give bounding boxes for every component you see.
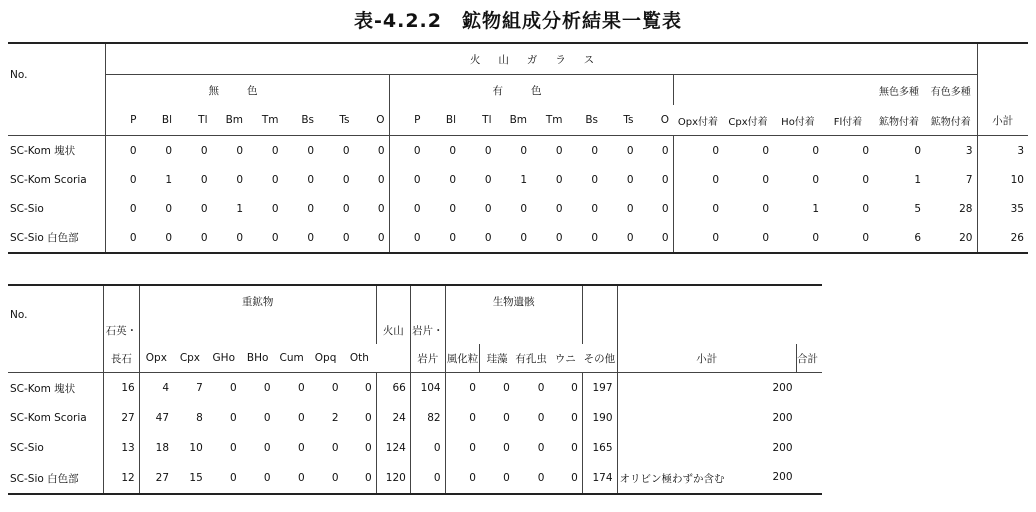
cell-value: 0 [263,412,271,424]
sample-name: SC-Kom 塊状 [10,382,76,395]
total-value: 200 [772,442,793,454]
col-header: 鉱物付着 [873,105,925,136]
total-value: 200 [772,412,793,424]
cell-value: 0 [862,202,869,215]
cell-value: 4 [139,373,173,404]
total-header: 合計 [797,344,823,373]
multi-colorless-header: 無色多種 [879,86,919,98]
rock-header-1: 岩片・ [410,316,445,344]
col-header: Opq [309,344,343,373]
cell-value: 47 [139,403,173,433]
cell-value: 24 [376,403,410,433]
total-value: 200 [772,470,793,483]
glass-header: 火山ガラス [105,43,977,75]
no-header-2: No. [10,309,28,321]
heavy-mineral-header: 重鉱物 [139,285,376,316]
cell-value: 7 [196,382,203,394]
cell-value: 190 [582,403,617,433]
cell-value: 27 [103,403,139,433]
cell-value: 2 [331,412,339,424]
volc-header-1: 火山 [376,316,410,344]
cell-value: 0 [105,165,141,194]
cell-value: 0 [555,202,563,215]
cell-value: 0 [862,231,869,244]
cell-value: 26 [977,223,1028,253]
cell-value: 0 [673,136,723,166]
cell-value: 20 [959,231,973,244]
cell-value: 0 [230,382,237,394]
note-total-cell [617,403,797,433]
cell-value: 0 [200,144,208,157]
cell-value: 10 [977,165,1028,194]
cell-value: 3 [965,144,973,157]
quartz-header-2: 長石 [103,344,139,373]
cell-value: 0 [520,144,527,157]
col-header: O [638,105,674,136]
cell-value: 1 [520,173,527,186]
cell-value: 0 [105,194,141,223]
table-row [8,194,1028,223]
cell-value: 0 [389,165,425,194]
cell-value: 0 [236,144,243,157]
no-header: No. [10,68,28,81]
col-header: Fl付着 [823,105,873,136]
cell-value: 0 [230,472,237,484]
col-header: 有孔虫 [514,344,549,373]
col-header: Bm [496,105,532,136]
cell-value: 0 [449,173,456,186]
cell-value: 0 [377,202,385,215]
cell-value: 3 [977,136,1028,166]
cell-value: 0 [297,412,305,424]
cell-value: 0 [364,442,372,454]
cell-value: 1 [812,202,819,215]
cell-value: 0 [571,412,578,424]
col-header: その他 [582,344,617,373]
cell-value: 165 [582,433,617,463]
cell-value: 0 [673,223,723,253]
col-header: Bm [212,105,248,136]
cell-value: 0 [165,202,172,215]
cell-value: 0 [449,231,456,244]
cell-value: 0 [263,442,271,454]
sample-name: SC-Sio [10,202,44,215]
cell-value: 18 [139,433,173,463]
cell-value: 0 [914,144,921,157]
cell-value: 0 [661,202,669,215]
cell-value: 0 [307,144,314,157]
cell-value: 0 [297,382,305,394]
multi-colored-header: 有色多種 [930,86,971,98]
cell-value: 82 [410,403,445,433]
cell-value: 0 [445,433,480,463]
cell-value: 7 [965,173,973,186]
cell-value: 0 [263,382,271,394]
cell-value: 0 [342,231,350,244]
cell-value: 0 [230,412,237,424]
cell-value: 0 [331,382,339,394]
cell-value: 0 [503,412,510,424]
cell-value: 0 [503,382,510,394]
cell-value: 0 [449,202,456,215]
cell-value: 0 [503,472,510,484]
cell-value: 0 [520,231,527,244]
cell-value: 0 [626,202,634,215]
cell-value: 0 [555,144,563,157]
col-header: GHo [207,344,241,373]
col-header: Ho付着 [773,105,823,136]
cell-value: 0 [862,144,869,157]
cell-value: 0 [105,223,141,253]
colored-header: 有色 [389,75,673,106]
note-text: オリビン極わずか含む [619,472,725,485]
cell-value: 0 [342,202,350,215]
cell-value: 0 [484,202,492,215]
cell-value: 0 [364,412,372,424]
cell-value: 0 [484,144,492,157]
cell-value: 1 [914,173,921,186]
cell-value: 27 [139,463,173,494]
cell-value: 0 [812,144,819,157]
table-row [8,433,822,463]
col-header: Tl [460,105,496,136]
rock-header-2: 風化粒 [445,344,480,373]
cell-value: 0 [271,231,279,244]
cell-value: 0 [537,472,545,484]
col-header: Tl [176,105,212,136]
cell-value: 12 [103,463,139,494]
col-header: Bs [283,105,319,136]
col-header: Cpx付着 [723,105,773,136]
cell-value: 0 [331,442,339,454]
cell-value: 0 [591,144,598,157]
total-value: 200 [772,382,793,394]
cell-value: 66 [376,373,410,404]
cell-value: 0 [236,173,243,186]
col-header: O [354,105,390,136]
cell-value: 0 [812,173,819,186]
cell-value: 0 [364,382,372,394]
cell-value: 0 [661,144,669,157]
cell-value: 0 [484,231,492,244]
oth-spacer [376,344,410,373]
cell-value: 16 [103,373,139,404]
cell-value: 0 [307,231,314,244]
col-header: P [389,105,425,136]
cell-value: 0 [449,144,456,157]
note-total-cell [617,373,797,404]
table-row [8,165,1028,194]
sample-name: SC-Sio [10,442,44,454]
cell-value: 0 [236,231,243,244]
cell-value: 6 [914,231,921,244]
cell-value: 0 [555,231,563,244]
cell-value: 0 [591,173,598,186]
cell-value: 0 [591,231,598,244]
cell-value: 174 [582,463,617,494]
cell-value: 0 [673,165,723,194]
cell-value: 0 [626,231,634,244]
col-header: Cum [275,344,309,373]
bio-remains-header: 生物遺骸 [445,285,582,316]
cell-value: 0 [389,136,425,166]
cell-value: 0 [342,173,350,186]
cell-value: 0 [484,173,492,186]
cell-value: 0 [762,202,769,215]
cell-value: 0 [271,173,279,186]
cell-value: 0 [307,173,314,186]
cell-value: 0 [271,144,279,157]
col-header: Opx [139,344,173,373]
subtotal-header: 小計 [617,344,797,373]
cell-value: 0 [105,136,141,166]
cell-value: 0 [571,472,578,484]
sample-name: SC-Sio 白色部 [10,472,79,485]
cell-value: 0 [661,231,669,244]
table-row [8,463,822,494]
col-header: 珪藻 [480,344,514,373]
col-header: Bl [425,105,461,136]
col-header: Tm [247,105,283,136]
cell-value: 0 [762,173,769,186]
cell-value: 120 [376,463,410,494]
cell-value: 5 [914,202,921,215]
cell-value: 0 [165,231,172,244]
cell-value: 8 [196,412,203,424]
cell-value: 35 [977,194,1028,223]
cell-value: 0 [410,463,445,494]
cell-value: 0 [377,231,385,244]
cell-value: 1 [236,202,243,215]
cell-value: 13 [103,433,139,463]
cell-value: 10 [189,442,203,454]
cell-value: 0 [812,231,819,244]
cell-value: 0 [661,173,669,186]
cell-value: 0 [555,173,563,186]
col-header: Bl [141,105,177,136]
cell-value: 0 [762,144,769,157]
cell-value: 0 [200,173,208,186]
col-header: Cpx [173,344,207,373]
cell-value: 0 [377,144,385,157]
cell-value: 0 [445,463,480,494]
cell-value: 0 [200,202,208,215]
cell-value: 0 [537,442,545,454]
cell-value: 0 [364,472,372,484]
cell-value: 0 [571,442,578,454]
col-header: Ts [602,105,638,136]
cell-value: 0 [307,202,314,215]
cell-value: 0 [626,144,634,157]
cell-value: 0 [230,442,237,454]
glass-table [8,42,1028,254]
col-header: ウニ [548,344,582,373]
cell-value: 104 [410,373,445,404]
cell-value: 0 [389,223,425,253]
cell-value: 0 [297,442,305,454]
cell-value: 0 [297,472,305,484]
cell-value: 0 [537,412,545,424]
col-header: Oth [343,344,377,373]
note-total-cell [617,433,797,463]
table-row [8,373,822,404]
mineral-table [8,284,822,495]
cell-value: 197 [582,373,617,404]
cell-value: 0 [673,194,723,223]
col-header: Ts [318,105,354,136]
colorless-header: 無色 [105,75,389,106]
cell-value: 0 [591,202,598,215]
col-header: Bs [567,105,603,136]
page-title: 表-4.2.2 鉱物組成分析結果一覧表 [354,10,682,32]
sample-name: SC-Kom Scoria [10,173,87,186]
cell-value: 0 [165,144,172,157]
sample-name: SC-Kom Scoria [10,412,87,424]
cell-value: 0 [445,373,480,404]
cell-value: 0 [263,472,271,484]
cell-value: 0 [331,472,339,484]
col-header: BHo [241,344,275,373]
sample-name: SC-Kom 塊状 [10,145,76,157]
col-header: Opx付着 [673,105,723,136]
cell-value: 0 [862,173,869,186]
sample-name: SC-Sio 白色部 [10,232,79,244]
cell-value: 28 [959,202,973,215]
cell-value: 0 [445,403,480,433]
col-header: P [105,105,141,136]
cell-value: 0 [503,442,510,454]
cell-value: 1 [165,173,172,186]
cell-value: 15 [189,472,203,484]
cell-value: 0 [537,382,545,394]
col-header: Tm [531,105,567,136]
cell-value: 124 [376,433,410,463]
note-total-cell [617,463,797,494]
cell-value: 0 [571,382,578,394]
cell-value: 0 [520,202,527,215]
cell-value: 0 [389,194,425,223]
quartz-header-1: 石英・ [103,316,139,344]
cell-value: 0 [410,433,445,463]
col-header: 鉱物付着 [925,105,977,136]
table-row [8,223,1028,253]
cell-value: 0 [377,173,385,186]
col-header: 小計 [977,105,1028,136]
volc-header-2: 岩片 [410,344,445,373]
cell-value: 0 [342,144,350,157]
cell-value: 0 [762,231,769,244]
table-row [8,403,822,433]
cell-value: 0 [626,173,634,186]
cell-value: 0 [200,231,208,244]
cell-value: 0 [271,202,279,215]
table-row [8,136,1028,166]
